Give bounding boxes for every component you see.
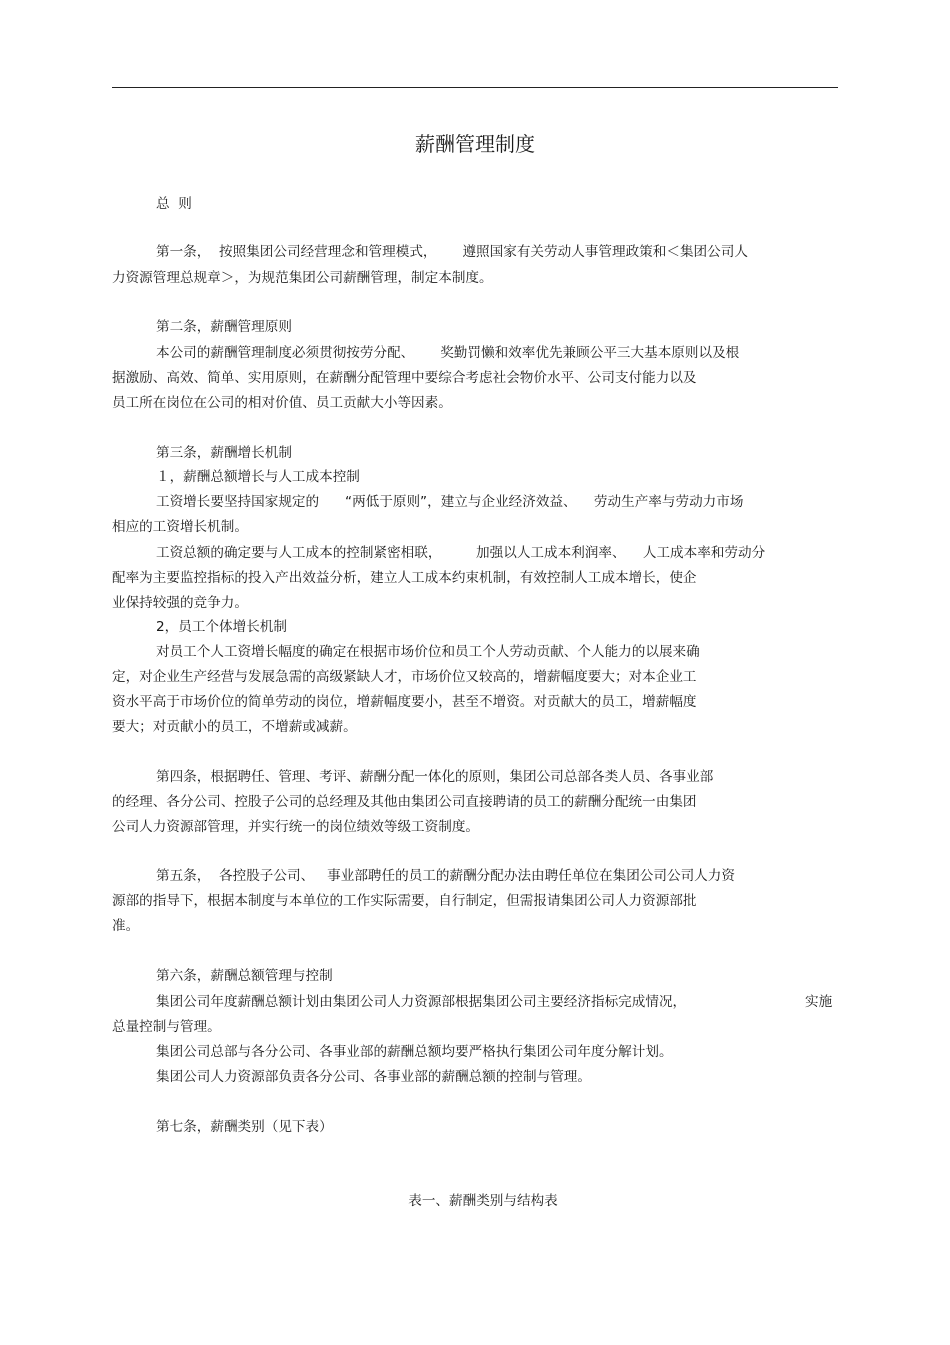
article-3-line-9: 要大；对贡献小的员工，不增薪或减薪。 <box>112 719 357 735</box>
article-5-line-3: 准。 <box>112 918 140 934</box>
article-3-line-6: 对员工个人工资增长幅度的确定在根据市场价位和员工个人劳动贡献、个人能力的以展来确 <box>156 644 700 660</box>
article-3-line-2: 相应的工资增长机制。 <box>112 519 248 535</box>
table-caption: 表一、薪酬类别与结构表 <box>408 1193 558 1209</box>
article-4-line-2: 的经理、各分公司、控股子公司的总经理及其他由集团公司直接聘请的员工的薪酬分配统一由集团 <box>112 794 697 810</box>
article-5-line-2: 源部的指导下，根据本制度与本单位的工作实际需要，自行制定，但需报请集团公司人力资源部批 <box>112 893 697 909</box>
article-2-line-2: 据激励、高效、简单、实用原则，在薪酬分配管理中要综合考虑社会物价水平、公司支付能力以及 <box>112 370 697 386</box>
article-4-line-1: 第四条，根据聘任、管理、考评、薪酬分配一体化的原则，集团公司总部各类人员、各事业部 <box>156 769 714 785</box>
article-1-line-1: 第一条， 按照集团公司经营理念和管理模式， 遵照国家有关劳动人事管理政策和＜集团公司人 <box>156 244 748 260</box>
article-2-line-1: 本公司的薪酬管理制度必须贯彻按劳分配、 奖勤罚懒和效率优先兼顾公平三大基本原则以及根 <box>156 345 740 361</box>
article-6-line-4: 集团公司人力资源部负责各分公司、各事业部的薪酬总额的控制与管理。 <box>156 1069 591 1085</box>
article-6-line-3: 集团公司总部与各分公司、各事业部的薪酬总额均要严格执行集团公司年度分解计划。 <box>156 1044 673 1060</box>
article-3-line-4: 配率为主要监控指标的投入产出效益分析，建立人工成本约束机制，有效控制人工成本增长，使企 <box>112 570 697 586</box>
article-1-line-2: 力资源管理总规章＞，为规范集团公司薪酬管理，制定本制度。 <box>112 270 493 286</box>
article-6-line-2: 总量控制与管理。 <box>112 1019 221 1035</box>
article-6-line-1: 集团公司年度薪酬总额计划由集团公司人力资源部根据集团公司主要经济指标完成情况， <box>156 994 687 1010</box>
article-6-line-1-tail: 实施 <box>805 994 833 1010</box>
article-3-subheading-2: 2，员工个体增长机制 <box>156 619 287 635</box>
article-3-heading: 第三条，薪酬增长机制 <box>156 445 292 461</box>
article-3-line-3: 工资总额的确定要与人工成本的控制紧密相联， 加强以人工成本利润率、 人工成本率和劳动分 <box>156 545 766 561</box>
article-3-subheading-1: １，薪酬总额增长与人工成本控制 <box>156 469 360 485</box>
article-6-heading: 第六条，薪酬总额管理与控制 <box>156 968 333 984</box>
article-3-line-5: 业保持较强的竞争力。 <box>112 595 248 611</box>
article-2-heading: 第二条，薪酬管理原则 <box>156 319 292 335</box>
article-2-line-3: 员工所在岗位在公司的相对价值、员工贡献大小等因素。 <box>112 395 452 411</box>
article-4-line-3: 公司人力资源部管理，并实行统一的岗位绩效等级工资制度。 <box>112 819 480 835</box>
article-3-line-1: 工资增长要坚持国家规定的 “两低于原则”，建立与企业经济效益、 劳动生产率与劳动力市场 <box>156 494 744 510</box>
section-heading: 总 则 <box>156 196 192 212</box>
document-title: 薪酬管理制度 <box>415 132 535 156</box>
article-7: 第七条，薪酬类别（见下表） <box>156 1119 333 1135</box>
header-rule <box>112 87 838 88</box>
article-3-line-7: 定，对企业生产经营与发展急需的高级紧缺人才，市场价位又较高的，增薪幅度要大；对本企业工 <box>112 669 697 685</box>
article-3-line-8: 资水平高于市场价位的简单劳动的岗位，增薪幅度要小，甚至不增资。对贡献大的员工，增薪幅度 <box>112 694 697 710</box>
article-5-line-1: 第五条， 各控股子公司、 事业部聘任的员工的薪酬分配办法由聘任单位在集团公司公司人力资 <box>156 868 735 884</box>
